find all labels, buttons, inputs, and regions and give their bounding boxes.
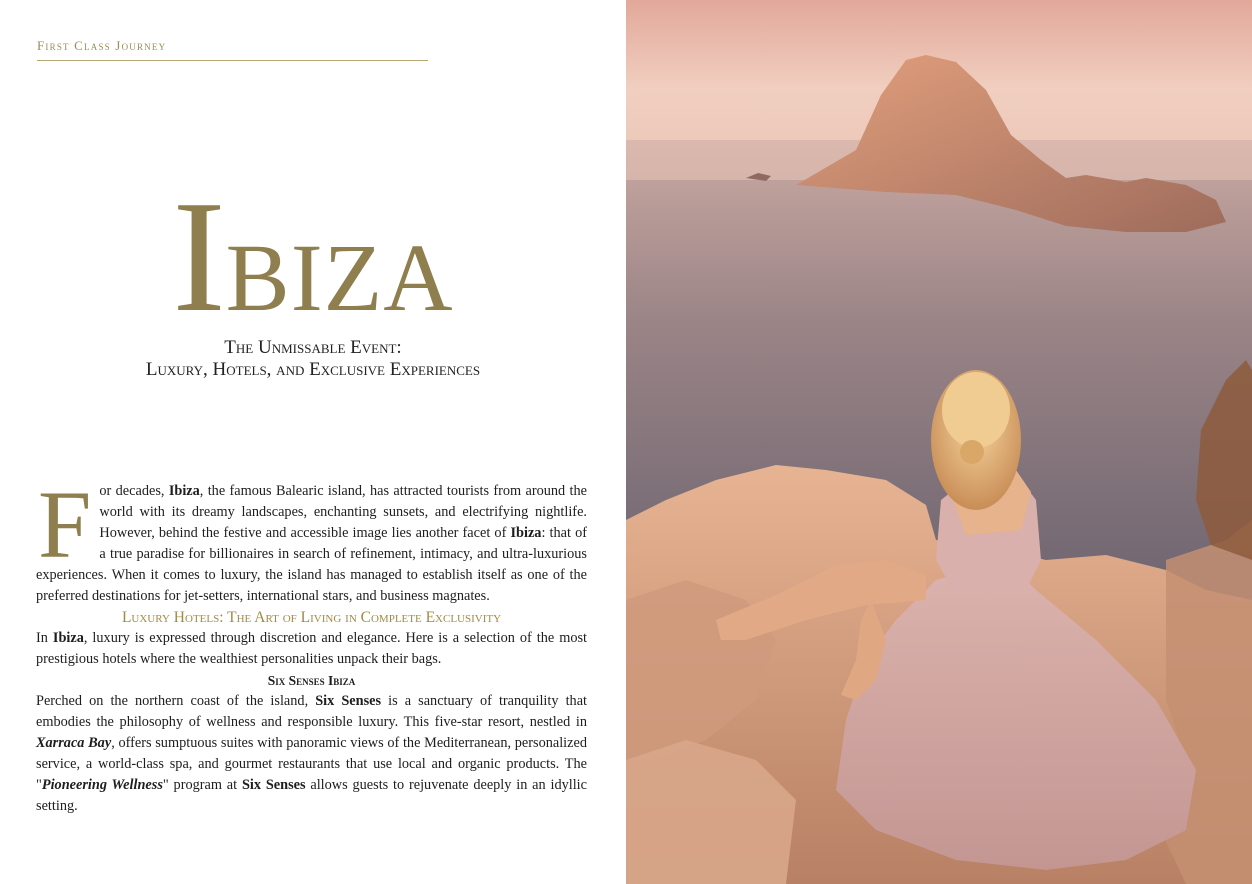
- photo-ibiza-sunset: [626, 0, 1252, 884]
- subtitle-line-1: The Unmissable Event:: [224, 337, 402, 358]
- intro-bold-2: Ibiza: [510, 525, 542, 541]
- section-bold-1: Ibiza: [52, 630, 84, 646]
- photo-illustration: [626, 0, 1252, 884]
- hotel-bold-2: Six Senses: [241, 777, 306, 793]
- hotel-text-4: " program at: [162, 777, 242, 793]
- title-initial: I: [172, 167, 226, 345]
- hotel-bold-1: Six Senses: [315, 693, 382, 709]
- intro-paragraph: [36, 471, 588, 607]
- section-text-1: In: [36, 630, 53, 646]
- section-heading: Luxury Hotels: The Art of Living in Complete Exclusivity: [121, 609, 502, 626]
- hotel-heading: Six Senses Ibiza: [267, 673, 356, 688]
- section-header: First Class Journey: [37, 38, 167, 53]
- article-body: [36, 471, 588, 817]
- hotel-text-5: allows guests to rejuvenate deeply in an idyllic setting.: [36, 777, 588, 814]
- intro-text-3: : that of a true paradise for billionaires in search of refinement, intimacy, and ultra-luxurious experiences. When it comes to luxury, the island has managed to establish itself as one of the preferred destinations for jet-setters, international stars, and business magnates.: [36, 525, 588, 604]
- title-rest: BIZA: [225, 224, 454, 331]
- intro-text-2: , the famous Balearic island, has attracted tourists from around the world with its dreamy landscapes, enchanting sunsets, and electrifying nightlife. However, behind the festive and accessible image lies another facet of: [99, 483, 587, 541]
- hotel-bold-italic-2: Pioneering Wellness: [41, 777, 163, 793]
- hotel-text-3: , offers sumptuous suites with panoramic views of the Mediterranean, personalized service, a world-class spa, and gourmet restaurants that use local and organic products. The ": [36, 735, 587, 793]
- intro-text-1: or decades,: [99, 483, 169, 499]
- hotel-paragraph: [36, 691, 587, 817]
- intro-bold-1: Ibiza: [168, 483, 200, 499]
- hotel-text-1: Perched on the northern coast of the island,: [36, 693, 316, 709]
- page-title: [0, 167, 626, 345]
- header-divider: [37, 60, 428, 61]
- subtitle-line-2: Luxury, Hotels, and Exclusive Experiences: [145, 359, 481, 380]
- hotel-bold-italic-1: Xarraca Bay: [36, 735, 112, 751]
- hair-bun: [960, 440, 984, 464]
- head: [942, 372, 1010, 448]
- section-text-2: , luxury is expressed through discretion and elegance. Here is a selection of the most prestigious hotels where the wealthiest personalities unpack their bags.: [36, 630, 587, 667]
- drop-cap: F: [38, 471, 92, 578]
- hotel-text-2: is a sanctuary of tranquility that embodies the philosophy of wellness and responsible luxury. This five-star resort, nestled in: [36, 693, 588, 730]
- page-subtitle: [0, 337, 626, 381]
- section-paragraph: [36, 628, 587, 670]
